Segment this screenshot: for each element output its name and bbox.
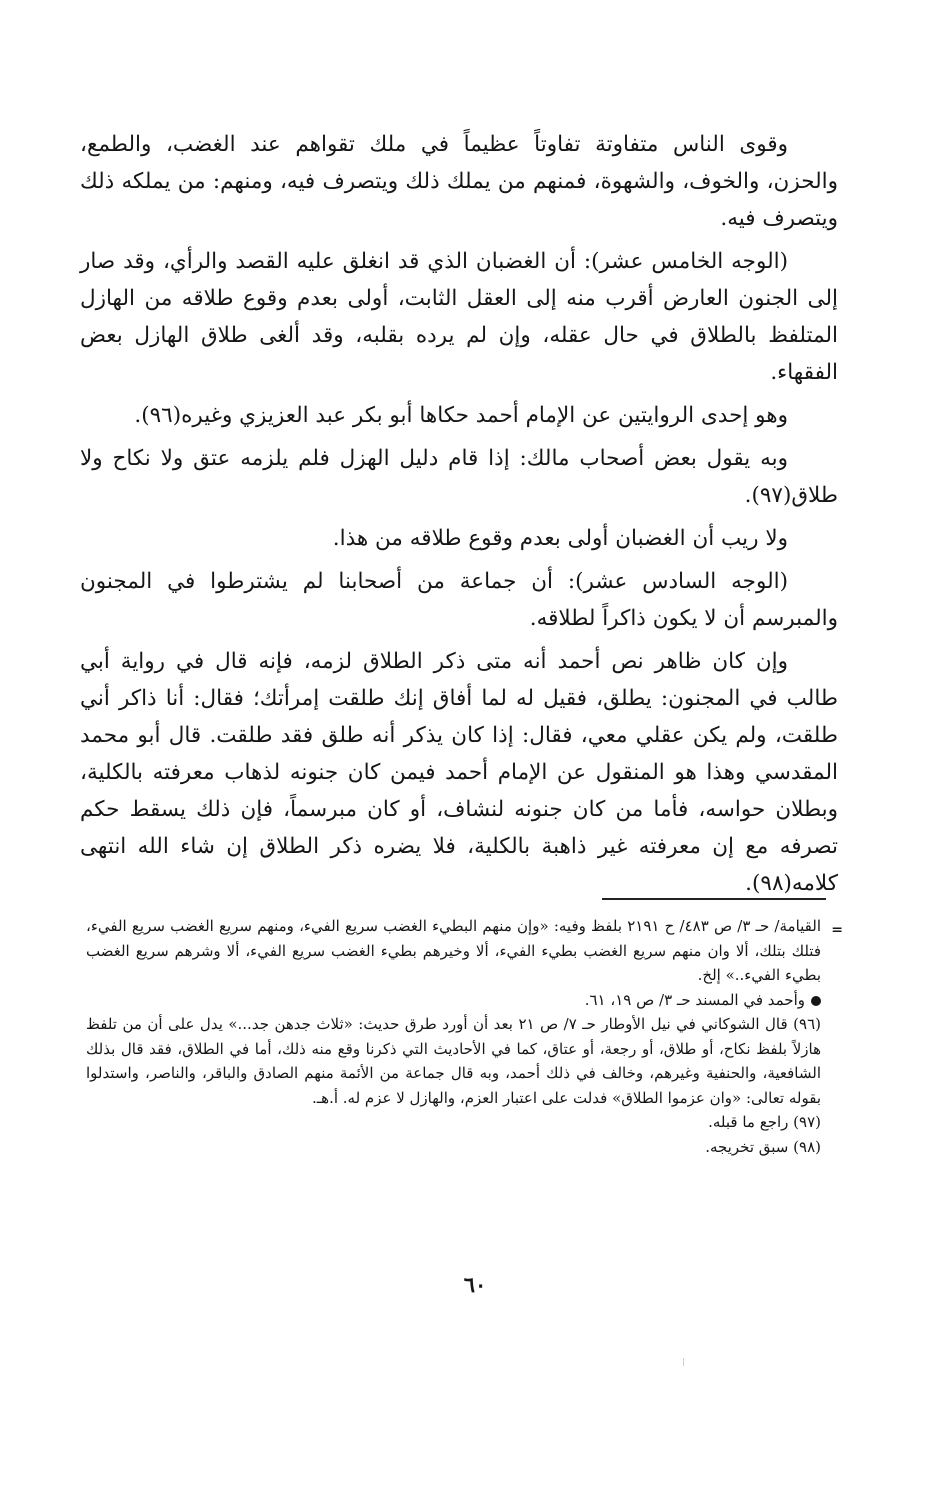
footnote-continuation <box>86 914 843 988</box>
footnote-text: راجع ما قبله. <box>708 1113 789 1131</box>
page-number: ٦٠ <box>463 1272 487 1297</box>
footnote-96 <box>86 1012 821 1110</box>
footnote-98 <box>86 1135 821 1160</box>
paragraph: ولا ريب أن الغضبان أولى بعدم وقوع طلاقه من هذا. <box>332 526 788 551</box>
paragraph: (الوجه السادس عشر): أن جماعة من أصحابنا لم يشترطوا في المجنون والمبرسم أن لا يكون ذاكراً لطلاقه. <box>80 569 838 631</box>
footnote-continuation-text: القيامة/ حـ ٣/ ص ٤٨٣/ ح ٢١٩١ بلفظ وفيه: «وإن منهم البطيء الغضب سريع الفيء، ومنهم سريع الغضب سريع الفيء، فتلك بتلك، ألا وان منهم سريع الغضب بطيء الفيء، ألا وخيرهم بطيء الغضب سريع الفيء، ألا وشرهم سريع الغضب بطيء الفيء..» إلخ. <box>86 917 821 984</box>
footnote-number: (٩٨) <box>793 1137 821 1156</box>
footnote-number: (٩٧) <box>793 1113 821 1131</box>
footnote-text: قال الشوكاني في نيل الأوطار حـ ٧/ ص ٢١ بعد أن أورد طرق حديث: «ثلاث جدهن جد...» يدل على أن من تلفظ هازلاً بلفظ نكاح، أو طلاق، أو رجعة، أو عتاق، كما في الأحاديث التي ذكرنا وقع منه ذلك، أما في الطلاق، فقد قال بذلك الشافعية، والحنفية وغيرهم، وخالف في ذلك أحمد، وبه قال جماعة من الأئمة منهم الصادق والباقر، والناصر، واستدلوا بقوله تعالى: «وان عزموا الطلاق» فدلت على اعتبار العزم، والهازل لا عزم له. أ.هـ. <box>86 1015 821 1107</box>
main-text <box>80 126 838 908</box>
footnote-separator <box>602 898 826 900</box>
paragraph: وقوى الناس متفاوتة تفاوتاً عظيماً في ملك تقواهم عند الغضب، والطمع، والحزن، والخوف، والشهوة، فمنهم من يملك ذلك ويتصرف فيه، ومنهم: من يملكه ذلك ويتصرف فيه. <box>80 132 838 231</box>
scan-mark <box>683 1358 684 1366</box>
footnotes <box>86 914 843 1159</box>
paragraph: وإن كان ظاهر نص أحمد أنه متى ذكر الطلاق لزمه، فإنه قال في رواية أبي طالب في المجنون: يطلق، فقيل له لما أفاق إنك طلقت إمرأتك؛ فقال: أنا ذاكر أني طلقت، ولم يكن عقلي معي، فقال: إذا كان يذكر أنه طلق فقد طلقت. قال أبو محمد المقدسي وهذا هو المنقول عن الإمام أحمد فيمن كان جنونه لذهاب معرفته بالكلية، وبطلان حواسه، فأما من كان جنونه لنشاف، أو كان مبرسماً، فإن ذلك يسقط حكم تصرفه مع إن معرفته غير ذاهبة بالكلية، فلا يضره ذكر الطلاق إن شاء الله انتهى كلامه(٩٨). <box>80 649 838 896</box>
footnote-text: سبق تخريجه. <box>705 1137 789 1156</box>
continuation-mark: = <box>831 922 843 938</box>
footnote-bullet-line <box>86 988 821 1013</box>
footnote-97 <box>86 1110 821 1135</box>
footnote-number: (٩٦) <box>793 1015 821 1033</box>
paragraph: وهو إحدى الروايتين عن الإمام أحمد حكاها أبو بكر عبد العزيزي وغيره(٩٦). <box>134 403 788 428</box>
bullet-icon <box>811 996 821 1006</box>
footnote-bullet-text: وأحمد في المسند حـ ٣/ ص ١٩، ٦١. <box>584 990 805 1009</box>
paragraph: وبه يقول بعض أصحاب مالك: إذا قام دليل الهزل فلم يلزمه عتق ولا نكاح ولا طلاق(٩٧). <box>80 446 838 508</box>
paragraph: (الوجه الخامس عشر): أن الغضبان الذي قد انغلق عليه القصد والرأي، وقد صار إلى الجنون العارض أقرب منه إلى العقل الثابت، أولى بعدم وقوع طلاقه من الهازل المتلفظ بالطلاق في حال عقله، وإن لم يرده بقلبه، وقد ألغى طلاق الهازل بعض الفقهاء. <box>80 249 838 385</box>
